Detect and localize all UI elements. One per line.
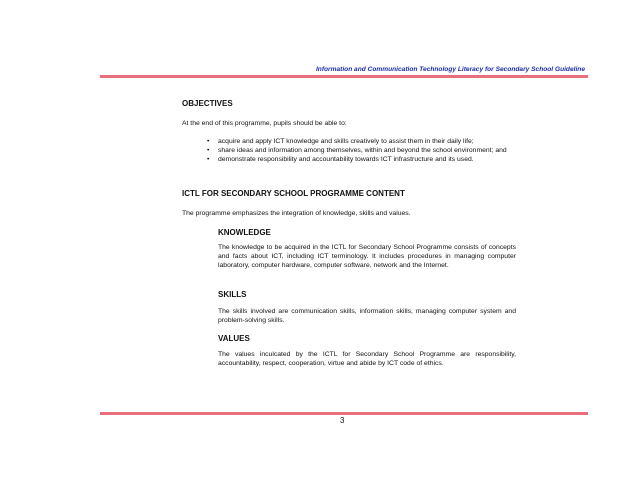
footer-rule — [100, 412, 588, 415]
running-header: Information and Communication Technology Literacy for Secondary School Guideline — [315, 66, 585, 73]
objective-item: • share ideas and information among themselves, within and beyond the school environment; and — [207, 147, 507, 155]
knowledge-heading: KNOWLEDGE — [218, 228, 271, 237]
objectives-intro: At the end of this programme, pupils should be able to: — [182, 120, 347, 127]
header-rule — [100, 75, 588, 78]
bullet-icon: • — [207, 147, 210, 155]
values-heading: VALUES — [218, 334, 250, 343]
objective-item: • acquire and apply ICT knowledge and skills creatively to assist them in their daily life; — [207, 138, 474, 145]
values-text: The values inculcated by the ICTL for Secondary School Programme are responsibility, accountability, respect, cooperation, virtue and abide by ICT code of ethics. — [218, 351, 516, 368]
content-heading: ICTL FOR SECONDARY SCHOOL PROGRAMME CONTENT — [182, 189, 405, 198]
skills-text: The skills involved are communication skills, information skills, managing computer system and problem-solving skills. — [218, 308, 516, 325]
page-number: 3 — [340, 416, 345, 425]
bullet-icon: • — [207, 138, 210, 145]
objectives-list — [207, 137, 518, 164]
objectives-heading: OBJECTIVES — [182, 99, 233, 108]
content-intro: The programme emphasizes the integration of knowledge, skills and values. — [182, 210, 411, 217]
knowledge-text: The knowledge to be acquired in the ICTL for Secondary School Programme consists of concepts and facts about ICT, including ICT terminology. It includes procedures in managing computer laboratory, computer hardware, computer software, network and the Internet. — [218, 244, 516, 270]
bullet-icon: • — [207, 156, 210, 164]
objective-item: • demonstrate responsibility and accountability towards ICT infrastructure and its used. — [207, 156, 474, 164]
skills-heading: SKILLS — [218, 290, 247, 299]
